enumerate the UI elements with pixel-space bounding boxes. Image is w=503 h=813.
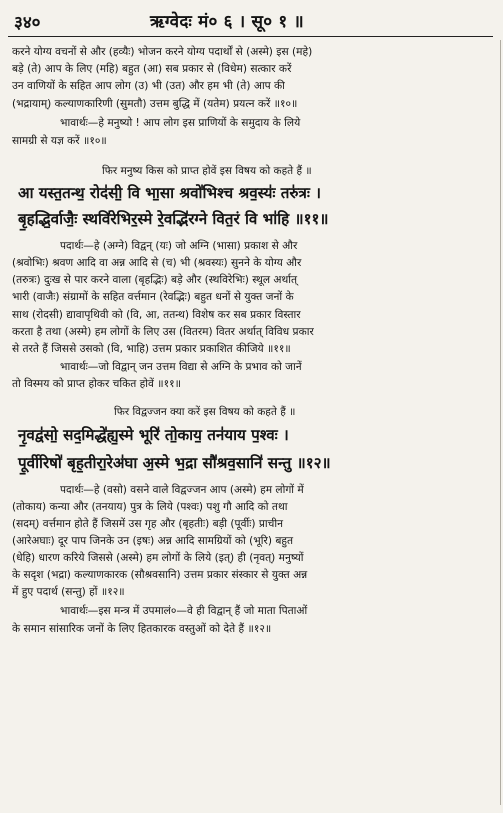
text-line: से तरते हैं जिससे उसको (वि, भाहि) उत्तम प्रकार प्रकाशित कीजिये ॥११॥ <box>12 343 291 355</box>
padartha-line: पदार्थः—हे (वसो) वसने वाले विद्वज्जन आप (अस्मे) हम लोगों में <box>60 484 304 496</box>
bhavartha-line: भावार्थः—जो विद्वान् जन उत्तम विद्या से अग्नि के प्रभाव को जानें <box>60 361 302 373</box>
text-line: (श्रवोभिः) श्रवण आदि वा अन्न आदि से (च) भी (श्रवस्यः) सुनने के योग्य और <box>12 257 302 269</box>
text-line: साथ (रोदसी) द्यावापृथिवी को (वि, आ, ततन्थ) विशेष कर सब प्रकार विस्तार <box>12 309 301 321</box>
text-line: (सदम्) वर्त्तमान होते हैं जिसमें उस गृह और (बृहतीः) बड़ी (पूर्वीः) प्राचीन <box>12 518 283 530</box>
text-line: करता है तथा (अस्मे) हम लोगों के लिए उस (वितरम) वितर अर्थात् विविध प्रकार <box>12 326 314 338</box>
header-rule <box>8 36 493 37</box>
bhavartha-line: भावार्थः—इस मन्त्र में उपमालं०—वे ही विद्वान् हैं जो माता पिताओं <box>60 605 308 617</box>
page-header <box>0 2 503 36</box>
text-line: के सदृश (भद्रा) कल्याणकारक (सौश्रवसानि) उत्तम प्रकार संस्कार से युक्त अन्न <box>12 569 308 581</box>
text-line: बड़े (ते) आप के लिए (महि) बहुत (आ) सब प्रकार से (विधेम) सत्कार करें <box>12 63 292 75</box>
text-line: उन वाणियों के सहित आप लोग (उ) भी (उत) और हम भी (ते) आप की <box>12 80 285 92</box>
text-line: करने योग्य वचनों से और (हव्यैः) भोजन करने योग्य पदार्थों से (अस्मे) इस (महे) <box>12 46 313 58</box>
text-line: (तरुत्रः) दुःख से पार करने वाला (बृहद्भिः) बड़े और (स्थविरेभिः) स्थूल अर्थात् <box>12 274 298 286</box>
text-line: (भद्रायाम्) कल्याणकारिणी (सुमतौ) उत्तम बुद्धि में (यतेम) प्रयत्न करें ॥१०॥ <box>12 98 298 110</box>
bhavartha-line: भावार्थः—हे मनुष्यो ! आप लोग इस प्राणियों के समुदाय के लिये <box>60 117 301 129</box>
page-edge <box>500 40 501 805</box>
section-intro: फिर मनुष्य किस को प्राप्त होवें इस विषय को कहते हैं ॥ <box>102 165 312 177</box>
padartha-line: पदार्थः—हे (अग्ने) विद्वन् (यः) जो अग्नि (भासा) प्रकाश से और <box>60 240 298 252</box>
mantra-line: पू॒र्वीरिषो॑ बृह॒तीरा॒रेअ॑घा अ॒स्मे भ॒द्रा सौ॑श्रव॒सानि॑ सन्तु ॥१२॥ <box>18 454 331 472</box>
text-line: (तोकाय) कन्या और (तनयाय) पुत्र के लिये (पश्वः) पशु गौ आदि को तथा <box>12 501 288 513</box>
text-line: सामग्री से यज्ञ करें ॥१०॥ <box>12 135 107 147</box>
text-line: (धेहि) धारण करिये जिससे (अस्मे) हम लोगों के लिये (इत्) ही (नृवत्) मनुष्यों <box>12 552 304 564</box>
running-title: ऋग्वेदः मं० ६ । सू० १ ॥ <box>150 12 304 32</box>
page-number: ३४० <box>14 13 41 33</box>
text-line: में हुए पदार्थ (सन्तु) हों ॥१२॥ <box>12 586 125 598</box>
section-intro: फिर विद्वज्जन क्या करें इस विषय को कहते हैं ॥ <box>114 406 296 418</box>
text-line: भारी (वाजैः) संग्रामों के सहित वर्त्तमान (रेवद्भिः) बहुत धनों से युक्त जनों के <box>12 291 294 303</box>
mantra-line: नृ॒वद्व॑सो॒ सद॒मिद्धे॑ह्य॒स्मे भूरि॑ तो॒काय॒ तन॑याय प॒श्वः । <box>18 426 289 444</box>
text-line: (आरेअघाः) दूर पाप जिनके उन (इषः) अन्न आदि सामग्रियों को (भूरि) बहुत <box>12 535 294 547</box>
mantra-line: आ यस्त॒तन्थ॒ रोद॑सी॒ वि भा॒सा श्रवो॑भिश्च श्रव॒स्यः॑ तरु॑त्रः । <box>18 184 321 202</box>
mantra-line: बृ॒हद्भि॒र्वाजैः॒ स्थवि॑रेभिर॒स्मे रे॒वद्भि॑रग्ने वित॒रं वि भा॑हि ॥११॥ <box>18 210 329 228</box>
text-line: के समान सांसारिक जनों के लिए हितकारक वस्तुओं को देते हैं ॥१२॥ <box>12 623 272 635</box>
text-line: तो विस्मय को प्राप्त होकर चकित होवें ॥११॥ <box>12 378 181 390</box>
